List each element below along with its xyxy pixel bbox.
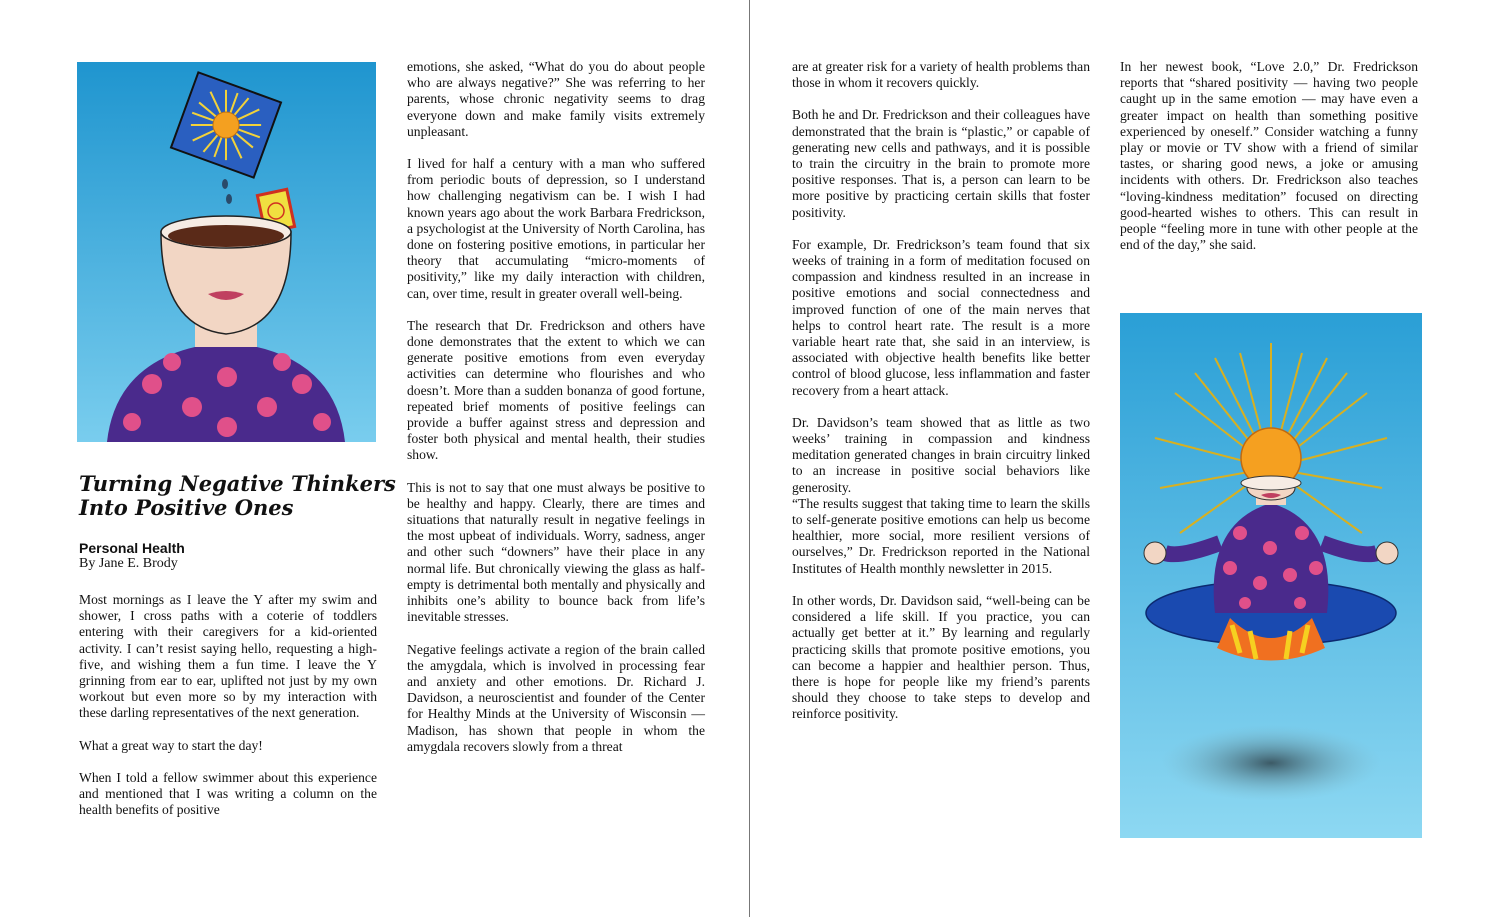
illustration-meditating-figure [1120, 313, 1422, 838]
text-column-4 [1120, 59, 1418, 269]
paragraph: The research that Dr. Fredrickson and others have done demonstrates that the extent to which we can generate positive emotions from even everyday activities can determine who flourishes and who doesn’t. More than a sudden bonanza of good fortune, repeated brief moments of positive feelings can provide a buffer against stress and depression and foster both physical and mental health, their studies show. [407, 317, 705, 463]
paragraph: emotions, she asked, “What do you do about people who are always negative?” She was referring to her parents, whose chronic negativity seems to drag everyone down and make family visits extremely unpleasant. [407, 59, 705, 139]
paragraph: This is not to say that one must always be positive to be healthy and happy. Clearly, there are times and situations that naturally result in negative feelings in the most upbeat of individuals. Worry, sadness, anger and other such “downers” have their place in any normal life. But chronically viewing the glass as half-empty is detrimental both mentally and physically and inhibits one’s ability to bounce back from life’s inevitable stresses. [407, 479, 705, 625]
paragraph: When I told a fellow swimmer about this experience and mentioned that I was writing a column on the health benefits of positive [79, 769, 377, 818]
paragraph: are at greater risk for a variety of health problems than those in whom it recovers quickly. [792, 59, 1090, 91]
illustration-meditating-figure-svg [1120, 313, 1422, 838]
paragraph: Most mornings as I leave the Y after my swim and shower, I cross paths with a coterie of toddlers entering with their caregivers for a kid-oriented activity. I can’t resist saying hello, requesting a high-five, and wishing them a fun time. I leave the Y grinning from ear to ear, uplifted not just by my own workout but even more so by my interaction with these darling representatives of the next generation. [79, 592, 377, 721]
paragraph: What a great way to start the day! [79, 737, 263, 753]
page-spine-divider [749, 0, 750, 917]
paragraph: I lived for half a century with a man who suffered from periodic bouts of depression, so I understand how challenging negativism can be. I wish I had known years ago about the work Barbara Fredrickson, a psychologist at the University of North Carolina, has done on fostering positive emotions, in particular her theory that accumulating “micro-moments of positivity,” like my daily interaction with children, can, over time, result in greater overall well-being. [407, 156, 705, 301]
text-column-2 [407, 59, 705, 771]
text-column-1 [79, 592, 377, 834]
illustration-head-bowl-svg [77, 62, 376, 442]
paragraph: In other words, Dr. Davidson said, “well-being can be considered a life skill. If you practice, you can actually get better at it.” By learning and regularly practicing skills that promote positive emotions, you can become a happier and healthier person. Thus, there is hope for people like my friend’s parents should they choose to take steps to develop and reinforce positivity. [792, 592, 1090, 722]
paragraph: “The results suggest that taking time to learn the skills to self-generate positive emotions can help us become healthier, more social, more resilient versions of ourselves,” Dr. Fredrickson reported in the National Institutes of Health monthly newsletter in 2015. [792, 495, 1090, 576]
byline: By Jane E. Brody [79, 556, 178, 571]
article-title: Turning Negative Thinkers Into Positive Ones [79, 471, 396, 520]
paragraph: For example, Dr. Fredrickson’s team found that six weeks of training in a form of meditation focused on compassion and kindness resulted in an increase in positive emotions and social connectedness and improved function of one of the main nerves that helps to control heart rate. The result is a more variable heart rate that, she said in an interview, is associated with objective health benefits like better control of blood glucose, less inflammation and faster recovery from a heart attack. [792, 236, 1090, 398]
paragraph: Negative feelings activate a region of the brain called the amygdala, which is involved in processing fear and anxiety and other emotions. Dr. Richard J. Davidson, a neuroscientist and founder of the Center for Healthy Minds at the University of Wisconsin — Madison, has shown that people in whom the amygdala recovers slowly from a threat [407, 641, 705, 754]
paragraph: In her newest book, “Love 2.0,” Dr. Fredrickson reports that “shared positivity — having two people caught up in the same emotion — may have even a greater impact on health than something positive experienced by oneself.” Consider watching a funny play or movie or TV show with a friend of similar tastes, or sharing good news, a joke or amusing incidents with others. Dr. Fredrickson also teaches “loving-kindness meditation” focused on directing good-hearted wishes to others. This can result in people “feeling more in tune with other people at the end of the day,” she said. [1120, 59, 1418, 253]
illustration-head-bowl [77, 62, 376, 442]
section-label: Personal Health [79, 540, 185, 556]
paragraph: Both he and Dr. Fredrickson and their colleagues have demonstrated that the brain is “plastic,” or capable of generating new cells and pathways, and it is possible to train the circuitry in the brain to promote more positive responses. That is, a person can learn to be more positive by practicing certain skills that foster positivity. [792, 107, 1090, 220]
paragraph: Dr. Davidson’s team showed that as little as two weeks’ training in compassion and kindness meditation generated changes in brain circuitry linked to an increase in positive social behaviors like generosity. [792, 414, 1090, 495]
text-column-3 [792, 59, 1090, 739]
